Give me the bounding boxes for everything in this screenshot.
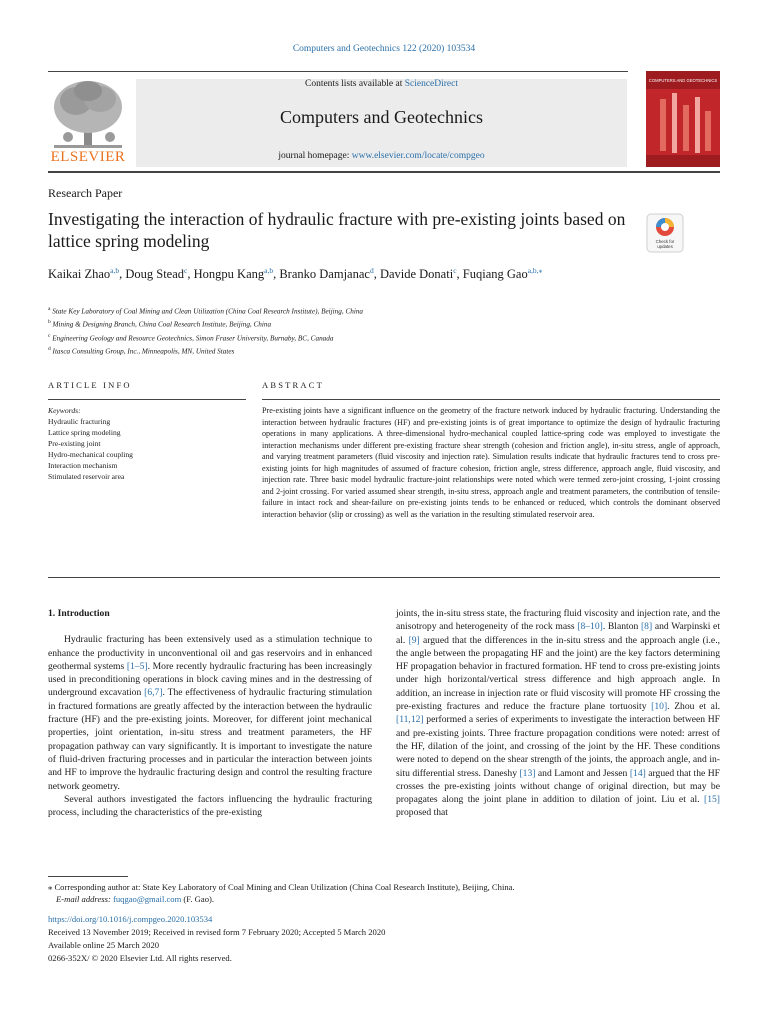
available-online: Available online 25 March 2020 [48, 940, 160, 950]
author-name: Kaikai Zhao [48, 267, 111, 282]
keyword: Interaction mechanism [48, 461, 118, 470]
keyword: Hydro-mechanical coupling [48, 450, 133, 459]
homepage-link[interactable]: www.elsevier.com/locate/compgeo [351, 151, 485, 161]
keywords-block [48, 405, 246, 482]
author-affiliation-marker[interactable]: c [453, 266, 457, 275]
doi-link[interactable]: https://doi.org/10.1016/j.compgeo.2020.103534 [48, 914, 213, 924]
keyword: Pre-existing joint [48, 439, 101, 448]
corresponding-author-note: ⁎ Corresponding author at: State Key Laboratory of Coal Mining and Clean Utilization (China Coal Research Institute), Beijing, China. [48, 882, 515, 892]
contents-line: Contents lists available at ScienceDirect [304, 79, 458, 89]
publication-details [48, 913, 720, 965]
citation-link[interactable]: [8] [640, 621, 653, 633]
author-affiliation-marker[interactable]: a,b,⁎ [527, 266, 543, 275]
affiliation-line: $^b$ Mining & Designing Branch, China Coal Research Institute, Beijing, China [48, 319, 272, 329]
journal-cover-image [646, 71, 720, 167]
intro-paragraph-1: Hydraulic fracturing has been extensively used as a stimulation technique to enhance the productivity in unconventional oil and gas reservoirs and in enhanced geothermal systems [1–5]. More recently hydraulic fracturing has been increasingly used in preconditioning operations in block caving mines and in the destressing of underground excavation [6,7]. The effectiveness of hydraulic fracturing stimulation in fractured formations are greatly affected by the interaction between the hydraulic fracture (HF) and the pre-existing joints. Moreover, for different joint mechanical properties, joint orientation, in-situ stress and treatment parameters, the HF propagation pathway can vary significantly. It is important to investigate the nature of fluid-driven fracturing processes and in particular the interaction between joints and HF to improve the hydraulic fracturing design and control the resulting fracture network geometry. [48, 634, 372, 792]
citation-link[interactable]: [6,7] [144, 687, 163, 699]
publisher-wordmark: ELSEVIER [50, 149, 126, 165]
citation-link[interactable]: [8–10] [577, 621, 603, 633]
citation-link[interactable]: [11,12] [396, 714, 424, 726]
affiliations [48, 304, 708, 358]
keywords-list [48, 416, 246, 482]
keyword: Stimulated reservoir area [48, 472, 125, 481]
citation-link[interactable]: [1–5] [126, 660, 148, 672]
journal-title: Computers and Geotechnics [280, 107, 483, 127]
section-heading: 1. Introduction [48, 608, 110, 619]
citation-link[interactable]: [9] [408, 634, 420, 646]
check-for-updates-icon[interactable] [646, 213, 684, 253]
author-affiliation-marker[interactable]: a,b [110, 266, 120, 275]
svg-text:updates: updates [657, 244, 673, 249]
keywords-label: Keywords: [48, 406, 81, 415]
article-info-heading: ARTICLE INFO [48, 380, 132, 390]
author-name: Hongpu Kang [193, 267, 265, 282]
author-affiliation-marker[interactable]: c [184, 266, 188, 275]
intro-paragraph-continued: joints, the in-situ stress state, the fracturing fluid viscosity and injection rate, and the anisotropy and heterogeneity of the rock mass [8–10]. Blanton [8] and Warpinski et al. [9] argued that the differences in the in-situ stress and the approach angle (i.e., the angle between the propagating HF and the joint) are the key factors determining HF propagation behavior in fractured formation. HF tend to cross pre-existing joints under high horizontal/vertical stress difference and high approach angle. In addition, an increase in injection rate or fluid viscosity will promote HF crossing the pre-existing fractures and reduce the fracture plane tortuosity [10]. Zhou et al. [11,12] performed a series of experiments to investigate the interaction between HF and pre-existing joints. Three fracture propagation conditions were noted: arrest of the HF, dilation of the joint, and crossing of the joint by the HF. These conditions were noted to depend on the shear strength of the joints, the approach angle, and in-situ differential stress. Daneshy [13] and Lamont and Jessen [14] argued that the HF crosses the pre-existing joints without change of original direction, but may be propagates along the joint plane in addition to dilation of joint. Liu et al. [15] proposed that [396, 608, 721, 819]
affiliation-line: $^c$ Engineering Geology and Resource Geotechnics, Simon Fraser University, Burnaby, BC, Canada [48, 332, 334, 343]
svg-text:COMPUTERS AND GEOTECHNICS: COMPUTERS AND GEOTECHNICS [648, 78, 718, 83]
author-affiliation-marker[interactable]: d [369, 266, 374, 275]
svg-text:Check for: Check for [655, 239, 675, 244]
journal-reference[interactable]: Computers and Geotechnics 122 (2020) 103534 [292, 44, 476, 54]
abstract-heading: ABSTRACT [262, 380, 324, 390]
citation-link[interactable]: [14] [629, 767, 646, 779]
author-name: Fuqiang Gao [462, 267, 528, 282]
author-name: Branko Damjanac [279, 267, 370, 282]
email-link[interactable]: fuqgao@gmail.com [112, 894, 182, 904]
author-affiliation-marker[interactable]: a,b [264, 266, 274, 275]
affiliation-line: $^a$ State Key Laboratory of Coal Mining and Clean Utilization (China Coal Research Institute), Beijing, China [48, 306, 364, 316]
intro-paragraph-2: Several authors investigated the factors influencing the hydraulic fracturing process, including the characteristics of the pre-existing [48, 793, 372, 819]
article-info-rule [48, 399, 246, 400]
article-title: Investigating the interaction of hydraulic fracture with pre-existing joints based on lattice spring modeling [48, 209, 626, 251]
abstract-text: Pre-existing joints have a significant influence on the geometry of the fracture network induced by hydraulic fracturing. Understanding the interaction between hydraulic fractures (HF) and pre-existing joints is of great importance to optimize the design of hydraulic fracturing operations in many applications. A three-dimensional hydro-mechanical coupled lattice-spring code was employed to investigate the interaction mechanisms under different pre-existing fracture shear strength (cohesion and friction angle), in-situ stress, angle of approach, and varying treatment parameters (fluid viscosity and injection rate). Simulation results indicate that hydraulic fractures tend to cross pre-existing joints for high magnitudes of assumed of fracture cohesion, friction angle, stress difference, approach angle, fluid viscosity, and injection rate. Three basic model hydraulic fracture-joint relationships were noted which were termed zero-joint crossing, 1-joint crossing and 2-joint crossing. For varied assumed shear strength, in-situ stress, approach angle and treatment parameters, the contribution of tensile-failure in intact rock and shear-failure on pre-existing joints tends to be enhanced or reduced, which controls the dominant observed interaction behavior (slip or crossing) as well as the variation in the resulting stimulated reservoir area. [262, 406, 720, 519]
right-column [396, 607, 720, 820]
sciencedirect-link[interactable]: ScienceDirect [404, 79, 458, 89]
abstract-rule [262, 399, 720, 400]
copyright: 0266-352X/ © 2020 Elsevier Ltd. All rights reserved. [48, 953, 232, 963]
citation-link[interactable]: [13] [519, 767, 536, 779]
footnote [48, 881, 720, 905]
author-list: Kaikai Zhao$^{a,b}$, Doug Stead$^c$, Hongpu Kang$^{a,b}$, Branko Damjanac$^d$, Davide Donati$^c$, Fuqiang Gao$^{a,b,⁎}$ [48, 266, 543, 282]
citation-link[interactable]: [15] [704, 794, 720, 806]
homepage-line: journal homepage: www.elsevier.com/locate/compgeo [278, 151, 485, 161]
keyword: Lattice spring modeling [48, 428, 121, 437]
footnote-rule [48, 876, 128, 877]
left-column [48, 607, 372, 819]
header-bottom-rule [48, 171, 720, 173]
author-name: Doug Stead [125, 267, 185, 282]
author-name: Davide Donati [379, 267, 454, 282]
affiliation-line: $^d$ Itasca Consulting Group, Inc., Minneapolis, MN, United States [48, 346, 235, 356]
abstract-end-rule [48, 577, 720, 578]
article-type: Research Paper [48, 186, 123, 200]
header-top-rule [48, 71, 628, 72]
email-line: E-mail address: fuqgao@gmail.com (F. Gao). [56, 894, 215, 904]
keyword: Hydraulic fracturing [48, 417, 111, 426]
citation-link[interactable]: [10] [651, 701, 668, 713]
received-dates: Received 13 November 2019; Received in revised form 7 February 2020; Accepted 5 March 2020 [48, 927, 386, 937]
